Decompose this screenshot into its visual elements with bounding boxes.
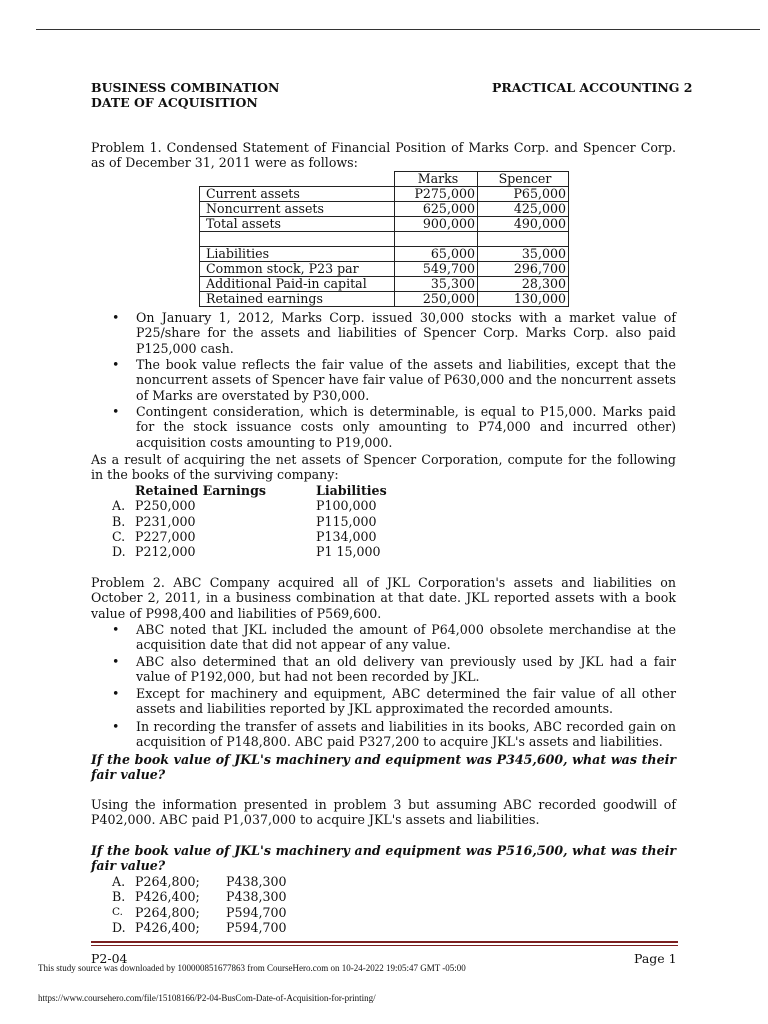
problem2-intro: Problem 2. ABC Company acquired all of JKL Corporation's assets and liabilities on October 2, 2011, in a business combination at that date. JKL reported assets with a book value of P998,400 and liabilities of P569,600.: [91, 575, 676, 621]
bullet-icon: •: [112, 310, 120, 325]
bullet-icon: •: [112, 719, 120, 734]
problem2-question-1: If the book value of JKL's machinery and equipment was P345,600, what was their fair value?: [91, 752, 676, 783]
problem1-question: As a result of acquiring the net assets of Spencer Corporation, compute for the following in the books of the surviving company:: [91, 452, 676, 483]
col-spencer: Spencer: [478, 172, 569, 187]
footer-page-number: Page 1: [634, 951, 677, 966]
problem2-bullet-2: • ABC also determined that an old delivery van previously used by JKL had a fair value of P192,000, but had not been recorded by JKL.: [112, 654, 676, 685]
table-row: Liabilities 65,000 35,000: [200, 247, 569, 262]
table-row: Common stock, P23 par 549,700 296,700: [200, 262, 569, 277]
problem2-question-2: If the book value of JKL's machinery and equipment was P516,500, what was their fair value?: [91, 843, 676, 874]
source-url-link[interactable]: https://www.coursehero.com/file/15108166/P2-04-BusCom-Date-of-Acquisition-for-printing/: [38, 993, 376, 1003]
table-row: Additional Paid-in capital 35,300 28,300: [200, 277, 569, 292]
problem1-intro: Problem 1. Condensed Statement of Financial Position of Marks Corp. and Spencer Corp. as of December 31, 2011 were as follows:: [91, 140, 676, 171]
table-header-row: [200, 172, 569, 187]
choice-header-liabilities: Liabilities: [316, 483, 387, 498]
table-row-blank: [200, 232, 569, 247]
bullet-icon: •: [112, 622, 120, 637]
problem2-bullet-1: • ABC noted that JKL included the amount of P64,000 obsolete merchandise at the acquisition date that did not appear of any value.: [112, 622, 676, 653]
problem1-bullet-2: • The book value reflects the fair value of the assets and liabilities, except that the noncurrent assets of Spencer have fair value of P630,000 and the noncurrent assets of Marks are overstated by P30,000.: [112, 357, 676, 403]
top-rule: [36, 29, 760, 30]
table-row: Current assets P275,000 P65,000: [200, 187, 569, 202]
table-row: Total assets 900,000 490,000: [200, 217, 569, 232]
bullet-icon: •: [112, 357, 120, 372]
header-title-line1: BUSINESS COMBINATION: [91, 80, 280, 95]
problem2-bullet-3: • Except for machinery and equipment, ABC determined the fair value of all other assets and liabilities reported by JKL approximated the recorded amounts.: [112, 686, 676, 717]
problem2-bullet-4: • In recording the transfer of assets and liabilities in its books, ABC recorded gain on acquisition of P148,800. ABC paid P327,200 to acquire JKL's assets and liabilities.: [112, 719, 676, 750]
col-marks: Marks: [395, 172, 478, 187]
table-row: Retained earnings 250,000 130,000: [200, 292, 569, 307]
footer-code: P2-04: [91, 951, 128, 966]
header-right: PRACTICAL ACCOUNTING 2: [492, 80, 693, 95]
footer-rule-thick: [91, 941, 678, 943]
header-left: [91, 80, 279, 110]
header-title-line2: DATE OF ACQUISITION: [91, 95, 258, 110]
financial-position-table: [199, 171, 569, 307]
table-row: Noncurrent assets 625,000 425,000: [200, 202, 569, 217]
bullet-icon: •: [112, 654, 120, 669]
problem2-followup: Using the information presented in problem 3 but assuming ABC recorded goodwill of P402,000. ABC paid P1,037,000 to acquire JKL's assets and liabilities.: [91, 797, 676, 828]
problem1-bullet-1: • On January 1, 2012, Marks Corp. issued 30,000 stocks with a market value of P25/share for the assets and liabilities of Spencer Corp. Marks Corp. also paid P125,000 cash.: [112, 310, 676, 356]
bullet-icon: •: [112, 404, 120, 419]
download-note: This study source was downloaded by 100000851677863 from CourseHero.com on 10-24-2022 19:05:47 GMT -05:00: [38, 963, 466, 973]
footer-rule-thin: [91, 945, 678, 946]
problem1-bullet-3: • Contingent consideration, which is determinable, is equal to P15,000. Marks paid for the stock issuance costs only amounting to P74,000 and incurred other) acquisition costs amounting to P19,000.: [112, 404, 676, 450]
bullet-icon: •: [112, 686, 120, 701]
choice-header-retained-earnings: Retained Earnings: [135, 483, 266, 498]
